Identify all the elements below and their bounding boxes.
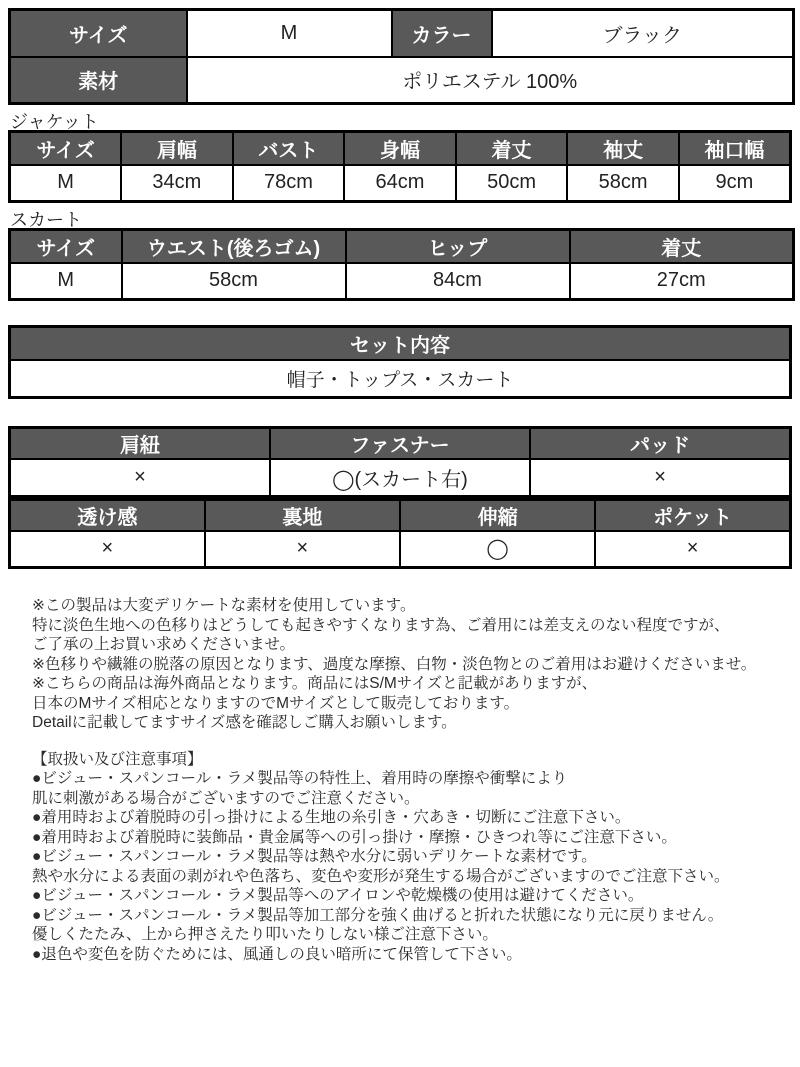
jacket-section-label: ジャケット <box>10 112 99 132</box>
jacket-header-cell: 肩幅 <box>121 132 233 165</box>
care-instructions <box>32 750 792 965</box>
note-line: ご了承の上お買い求めくださいませ。 <box>32 636 296 653</box>
note-line: ※この製品は大変デリケートな素材を使用しています。 <box>32 597 416 614</box>
skirt-measurements-table <box>8 228 795 301</box>
skirt-value-cell: 58cm <box>122 263 346 300</box>
feature-header-cell: パッド <box>530 428 790 460</box>
note-line: 特に淡色生地への色移りはどうしても起きやすくなります為、ご着用には差支えのない程度ですが、 <box>32 616 730 634</box>
care-line: ●退色や変色を防ぐためには、風通しの良い暗所にて保管して下さい。 <box>32 945 522 963</box>
note-line: ※色移りや繊維の脱落の原因となります、過度な摩擦、白物・淡色物とのご着用はお避けくださいませ。 <box>32 655 757 673</box>
feature-header-cell: ファスナー <box>270 428 530 460</box>
table-row <box>10 10 794 57</box>
feature-header-cell: 透け感 <box>10 499 205 531</box>
feature-header-cell: 裏地 <box>205 499 400 531</box>
features-table-2 <box>8 498 792 570</box>
jacket-value-cell: 64cm <box>344 165 456 202</box>
care-line: ●ビジュー・スパンコール・ラメ製品等は熱や水分に弱いデリケートな素材です。 <box>32 848 597 865</box>
care-line: ●着用時および着脱時の引っ掛けによる生地の糸引き・穴あき・切断にご注意下さい。 <box>32 809 631 826</box>
jacket-header-cell: サイズ <box>10 132 122 165</box>
feature-value-cell: ◯(スカート右) <box>270 459 530 496</box>
size-color-material-table <box>8 8 795 105</box>
table-row <box>10 499 791 531</box>
color-label-cell: カラー <box>392 10 492 57</box>
table-row <box>10 531 791 568</box>
table-row <box>10 230 794 263</box>
jacket-header-cell: 袖口幅 <box>679 132 791 165</box>
feature-value-cell: × <box>595 531 790 568</box>
care-line: ●ビジュー・スパンコール・ラメ製品等加工部分を強く曲げると折れた状態になり元に戻りません。 <box>32 906 724 924</box>
set-contents-value-cell: 帽子・トップス・スカート <box>10 360 791 398</box>
features-table-1 <box>8 426 792 498</box>
jacket-value-cell: M <box>10 165 122 202</box>
feature-value-cell: × <box>10 459 270 496</box>
feature-value-cell: ◯ <box>400 531 595 568</box>
feature-header-cell: ポケット <box>595 499 790 531</box>
set-contents-table <box>8 325 792 399</box>
care-title: 【取扱い及び注意事項】 <box>32 750 203 768</box>
jacket-header-cell: 袖丈 <box>567 132 679 165</box>
table-row <box>10 360 791 398</box>
set-contents-header-cell: セット内容 <box>10 327 791 360</box>
care-line: 肌に刺激がある場合がございますのでご注意ください。 <box>32 789 420 807</box>
jacket-header-cell: 身幅 <box>344 132 456 165</box>
table-row <box>10 57 794 104</box>
jacket-value-cell: 78cm <box>233 165 345 202</box>
jacket-header-cell: 着丈 <box>456 132 568 165</box>
care-line: 優しくたたみ、上から押さえたり叩いたりしない様ご注意下さい。 <box>32 926 498 943</box>
note-line: Detailに記載してますサイズ感を確認しご購入お願いします。 <box>32 714 457 731</box>
skirt-header-cell: 着丈 <box>570 230 794 263</box>
skirt-value-cell: M <box>10 263 122 300</box>
feature-value-cell: × <box>530 459 790 496</box>
feature-value-cell: × <box>10 531 205 568</box>
jacket-value-cell: 9cm <box>679 165 791 202</box>
feature-header-cell: 伸縮 <box>400 499 595 531</box>
table-row <box>10 459 791 496</box>
table-row <box>10 263 794 300</box>
care-line: ●ビジュー・スパンコール・ラメ製品等の特性上、着用時の摩擦や衝撃により <box>32 770 568 787</box>
jacket-value-cell: 34cm <box>121 165 233 202</box>
size-label-cell: サイズ <box>10 10 187 57</box>
note-line: ※こちらの商品は海外商品となります。商品にはS/Mサイズと記載がありますが、 <box>32 675 598 692</box>
skirt-header-cell: サイズ <box>10 230 122 263</box>
feature-value-cell: × <box>205 531 400 568</box>
skirt-header-cell: ウエスト(後ろゴム) <box>122 230 346 263</box>
skirt-value-cell: 84cm <box>346 263 570 300</box>
table-row <box>10 132 791 165</box>
table-row <box>10 428 791 460</box>
table-row <box>10 327 791 360</box>
skirt-header-cell: ヒップ <box>346 230 570 263</box>
material-label-cell: 素材 <box>10 57 187 104</box>
jacket-measurements-table <box>8 130 792 203</box>
jacket-value-cell: 58cm <box>567 165 679 202</box>
care-line: 熱や水分による表面の剥がれや色落ち、変色や変形が発生する場合がございますのでご注意下さい。 <box>32 867 730 885</box>
skirt-value-cell: 27cm <box>570 263 794 300</box>
size-value-cell: M <box>187 10 392 57</box>
jacket-header-cell: バスト <box>233 132 345 165</box>
product-notes <box>32 596 792 733</box>
table-row <box>10 165 791 202</box>
color-value-cell: ブラック <box>492 10 794 57</box>
feature-header-cell: 肩紐 <box>10 428 270 460</box>
jacket-value-cell: 50cm <box>456 165 568 202</box>
note-line: 日本のMサイズ相応となりますのでMサイズとして販売しております。 <box>32 694 520 712</box>
care-line: ●着用時および着脱時に装飾品・貴金属等への引っ掛け・摩擦・ひきつれ等にご注意下さい。 <box>32 828 677 846</box>
material-value-cell: ポリエステル 100% <box>187 57 794 104</box>
skirt-section-label: スカート <box>10 210 82 230</box>
care-line: ●ビジュー・スパンコール・ラメ製品等へのアイロンや乾燥機の使用は避けてください。 <box>32 887 644 904</box>
